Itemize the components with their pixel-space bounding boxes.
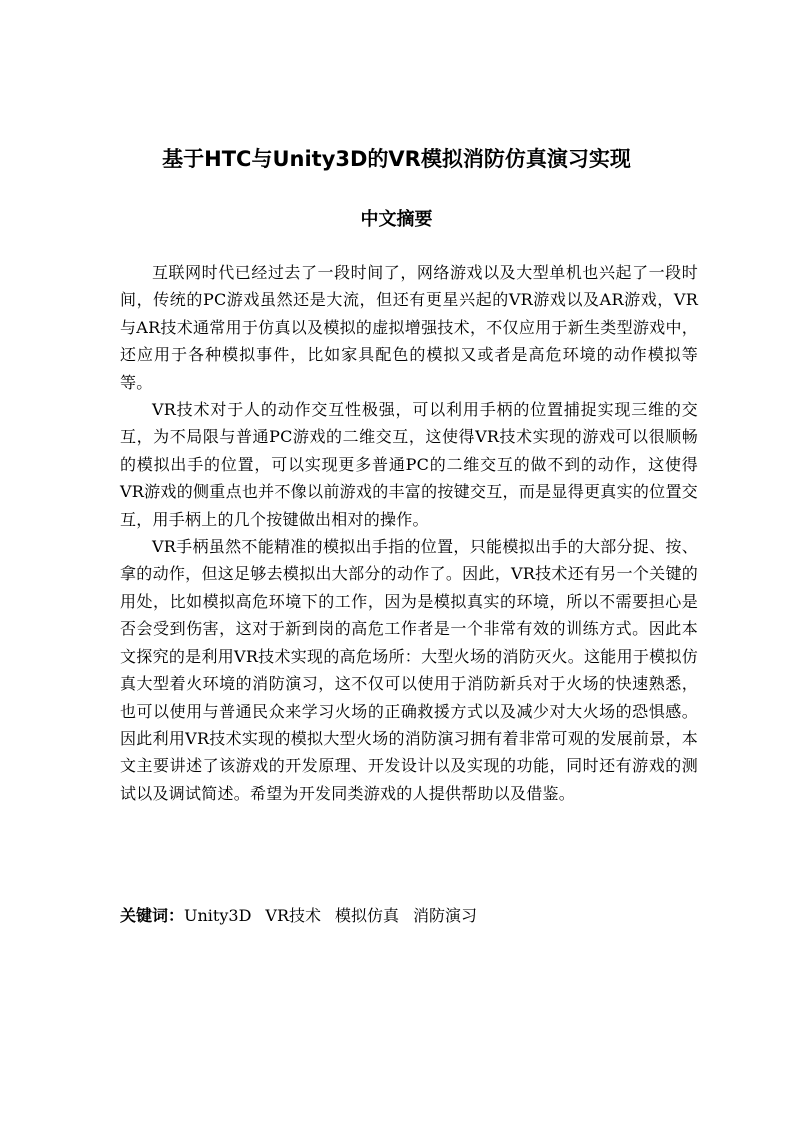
abstract-paragraph-3: VR手柄虽然不能精准的模拟出手指的位置，只能模拟出手的大部分捉、按、拿的动作，但这足够去模拟出大部分的动作了。因此，VR技术还有另一个关键的用处，比如模拟高危环境下的工作，因为是模拟真实的环境，所以不需要担心是否会受到伤害，这对于新到岗的高危工作者是一个非常有效的训练方式。因此本文探究的是利用VR技术实现的高危场所：大型火场的消防灭火。这能用于模拟仿真大型着火环境的消防演习，这不仅可以使用于消防新兵对于火场的快速熟悉，也可以使用与普通民众来学习火场的正确救援方式以及减少对大火场的恐惧感。因此利用VR技术实现的模拟大型火场的消防演习拥有着非常可观的发展前景，本文主要讲述了该游戏的开发原理、开发设计以及实现的功能，同时还有游戏的测试以及调试简述。希望为开发同类游戏的人提供帮助以及借鉴。: [120, 537, 698, 803]
abstract-paragraph-1: 互联网时代已经过去了一段时间了，网络游戏以及大型单机也兴起了一段时间，传统的PC游戏虽然还是大流，但还有更星兴起的VR游戏以及AR游戏，VR与AR技术通常用于仿真以及模拟的虚拟增强技术，不仅应用于新生类型游戏中，还应用于各种模拟事件，比如家具配色的模拟又或者是高危环境的动作模拟等等。: [120, 263, 698, 392]
paper-title: 基于HTC与Unity3D的VR模拟消防仿真演习实现: [162, 147, 631, 171]
keyword-item: Unity3D: [184, 906, 252, 925]
keywords-line: [120, 902, 698, 929]
abstract-body: [120, 259, 698, 807]
abstract-heading: 中文摘要: [360, 209, 433, 230]
keyword-item: 消防演习: [413, 906, 478, 925]
abstract-paragraph-2: VR技术对于人的动作交互性极强，可以利用手柄的位置捕捉实现三维的交互，为不局限与普通PC游戏的二维交互，这使得VR技术实现的游戏可以很顺畅的模拟出手的位置，可以实现更多普通PC的二维交互的做不到的动作，这使得VR游戏的侧重点也并不像以前游戏的丰富的按键交互，而是显得更真实的位置交互，用手柄上的几个按键做出相对的操作。: [120, 400, 698, 529]
keyword-item: 模拟仿真: [335, 906, 400, 925]
keywords-label: 关键词：: [120, 906, 185, 925]
keyword-item: VR技术: [265, 906, 322, 925]
